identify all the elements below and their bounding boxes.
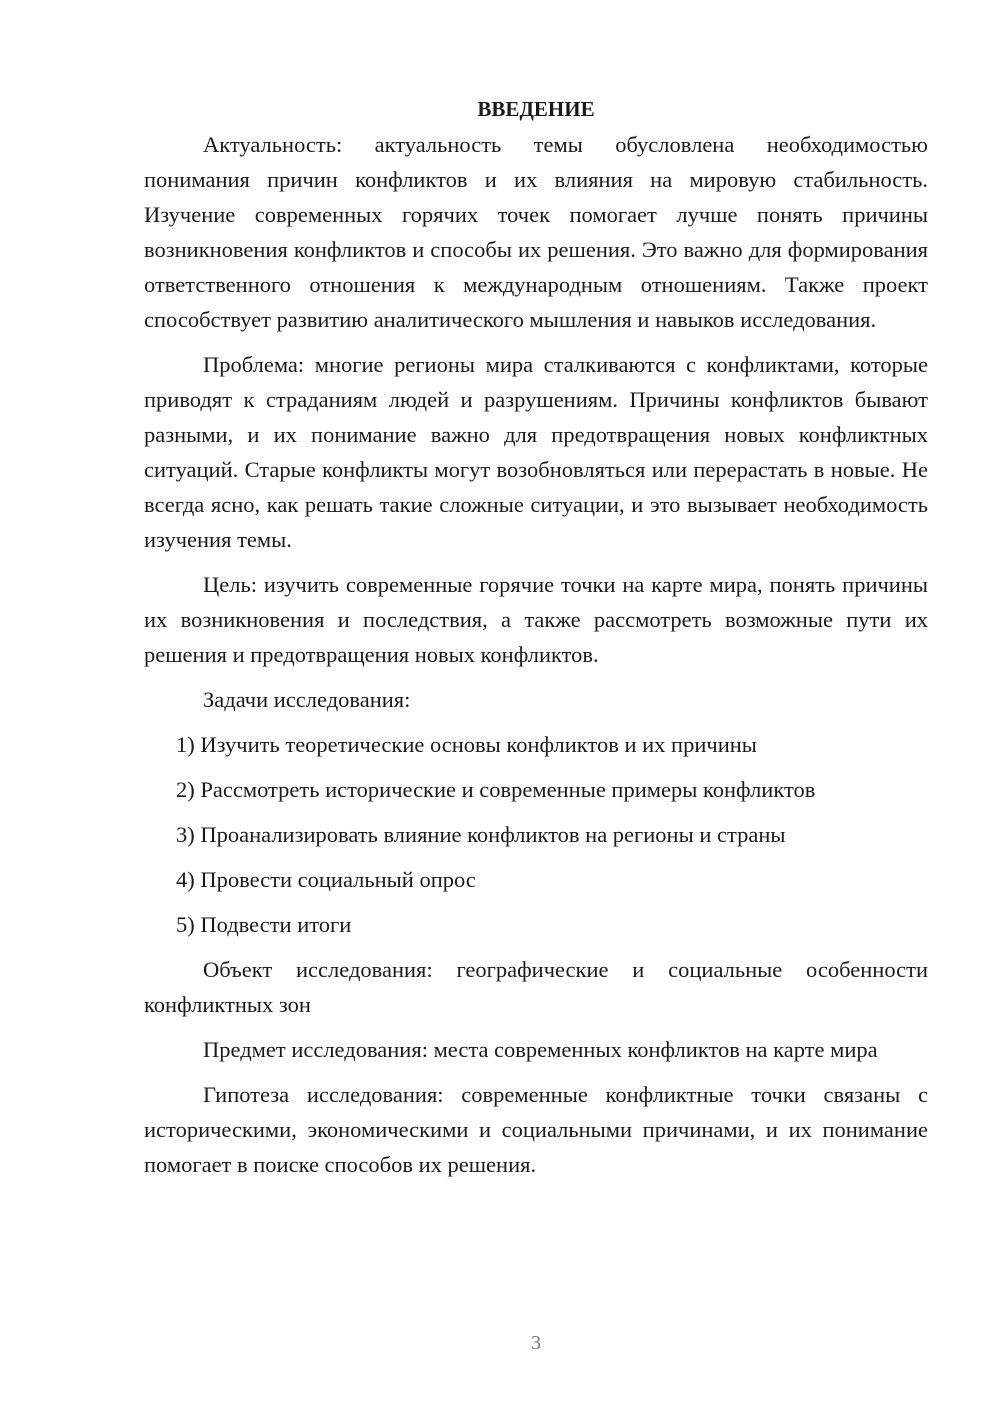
tasks-list bbox=[144, 727, 928, 942]
paragraph-goal: Цель: изучить современные горячие точки на карте мира, понять причины их возникновения и последствия, а также рассмотреть возможные пути их решения и предотвращения новых конфликтов. bbox=[144, 572, 928, 667]
task-item: 5) Подвести итоги bbox=[176, 912, 352, 937]
page-number: 3 bbox=[531, 1332, 541, 1354]
paragraph-problem: Проблема: многие регионы мира сталкиваются с конфликтами, которые приводят к страданиям людей и разрушениям. Причины конфликтов бывают разными, и их понимание важно для предотвращения новых конфликтных ситуаций. Старые конфликты могут возобновляться или перерастать в новые. Не всегда ясно, как решать такие сложные ситуации, и это вызывает необходимость изучения темы. bbox=[144, 352, 928, 552]
page-body bbox=[144, 92, 928, 1192]
page-title: ВВЕДЕНИЕ bbox=[477, 97, 595, 121]
task-item: 4) Провести социальный опрос bbox=[176, 867, 476, 892]
paragraph-hypothesis: Гипотеза исследования: современные конфликтные точки связаны с историческими, экономическими и социальными причинами, и их понимание помогает в поиске способов их решения. bbox=[144, 1082, 928, 1177]
paragraph-relevance: Актуальность: актуальность темы обусловлена необходимостью понимания причин конфликтов и их влияния на мировую стабильность. Изучение современных горячих точек помогает лучше понять причины возникновения конфликтов и способы их решения. Это важно для формирования ответственного отношения к международным отношениям. Также проект способствует развитию аналитического мышления и навыков исследования. bbox=[144, 132, 928, 332]
paragraph-subject: Предмет исследования: места современных конфликтов на карте мира bbox=[203, 1037, 878, 1062]
paragraph-object: Объект исследования: географические и социальные особенности конфликтных зон bbox=[144, 957, 928, 1017]
task-item: 3) Проанализировать влияние конфликтов на регионы и страны bbox=[176, 822, 786, 847]
task-item: 1) Изучить теоретические основы конфликтов и их причины bbox=[176, 732, 757, 757]
task-item: 2) Рассмотреть исторические и современные примеры конфликтов bbox=[176, 777, 816, 802]
tasks-heading: Задачи исследования: bbox=[203, 687, 411, 712]
